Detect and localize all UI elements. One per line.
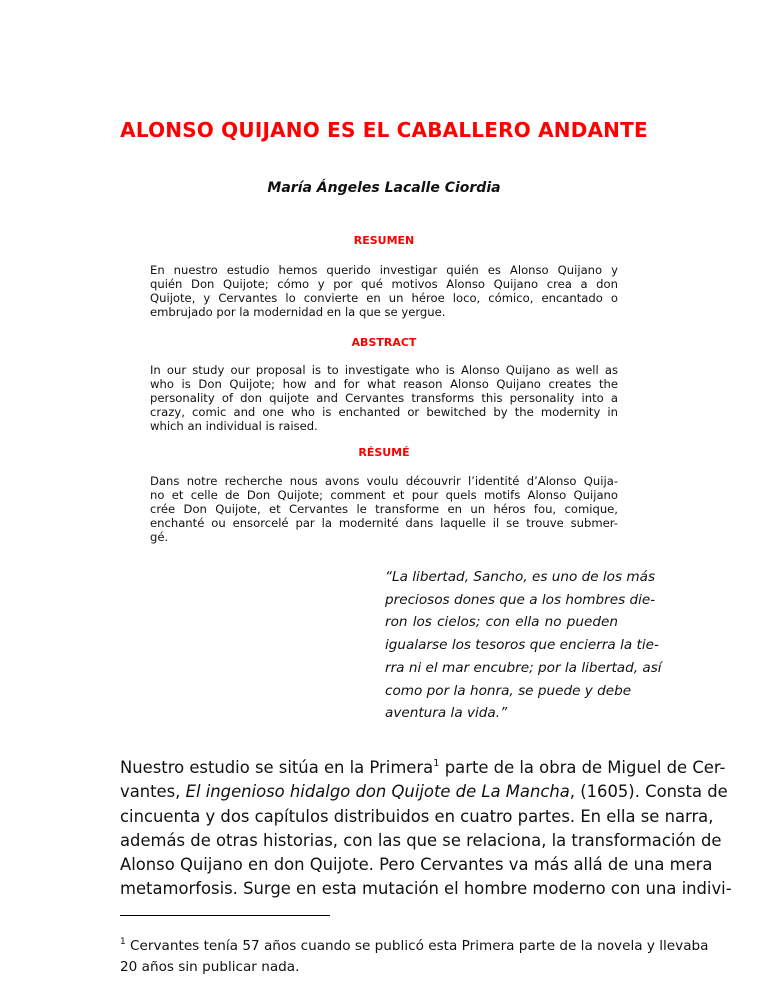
text-line: igualarse los tesoros que encierra la tie- (385, 637, 659, 654)
footnote-mark: 1 (120, 937, 126, 947)
text-line: ron los cielos; con ella no pueden (385, 614, 618, 631)
book-title: El ingenioso hidalgo don Quijote de La Mancha (185, 782, 570, 802)
text-line: crazy, comic and one who is enchanted or bewitched by the modernity in (150, 405, 618, 420)
text-line: Dans notre recherche nous avons voulu découvrir l’identité d’Alonso Quija- (150, 474, 618, 488)
text-line: “La libertad, Sancho, es uno de los más (385, 569, 656, 585)
text-segment: vantes, (120, 782, 186, 802)
footnote-separator (120, 915, 330, 916)
heading-resumen: RESUMEN (353, 234, 415, 247)
author-name: María Ángeles Lacalle Ciordia (267, 180, 501, 196)
text-segment: cincuenta y dos capítulos distribuidos en cuatro partes. En ella se narra, (120, 806, 714, 826)
text-line: preciosos dones que a los hombres die- (385, 591, 656, 608)
text-line: embrujado por la modernidad en la que se yergue. (150, 305, 446, 320)
text-segment: además de otras historias, con las que se relaciona, la transformación de (120, 830, 722, 850)
footnote-line: Cervantes tenía 57 años cuando se publicó esta Primera parte de la novela y llevaba (125, 938, 709, 954)
text-line: como por la honra, se puede y debe (385, 682, 632, 699)
body-line (120, 853, 713, 877)
text-segment: parte de la obra de Miguel de Cer- (439, 758, 726, 777)
text-line: enchanté ou ensorcelé par la modernité dans laquelle il se trouve submer- (150, 516, 618, 531)
text-segment: Alonso Quijano en don Quijote. Pero Cervantes va más allá de una mera (120, 855, 713, 875)
document-title: ALONSO QUIJANO ES EL CABALLERO ANDANTE (120, 118, 648, 142)
text-line: gé. (150, 530, 169, 545)
text-line: Quijote, y Cervantes lo convierte en un héroe loco, cómico, encantado o (150, 291, 618, 306)
body-line (120, 780, 728, 804)
body-line (120, 829, 722, 853)
heading-resume: RÉSUMÉ (358, 446, 410, 459)
text-line: no et celle de Don Quijote; comment et pour quels motifs Alonso Quijano (150, 488, 618, 503)
text-line: In our study our proposal is to investigate who is Alonso Quijano as well as (150, 363, 618, 377)
text-line: rra ni el mar encubre; por la libertad, así (385, 659, 662, 676)
body-line (120, 805, 714, 829)
footnote (120, 936, 709, 978)
body-line (120, 877, 732, 901)
text-line: aventura la vida.” (385, 705, 508, 722)
text-line: crée Don Quijote, et Cervantes le transforme en un héros fou, comique, (150, 502, 618, 517)
body-paragraph (120, 756, 732, 902)
text-line: En nuestro estudio hemos querido investigar quién es Alonso Quijano y (150, 263, 618, 277)
text-segment: metamorfosis. Surge en esta mutación el hombre moderno con una indivi- (120, 879, 732, 899)
text-line: which an individual is raised. (150, 419, 318, 434)
text-line: who is Don Quijote; how and for what reason Alonso Quijano creates the (150, 377, 618, 392)
text-segment: Nuestro estudio se sitúa en la Primera (120, 758, 434, 777)
footnote-reference[interactable]: 1 (433, 758, 440, 769)
text-line: personality of don quijote and Cervantes transforms this personality into a (150, 391, 618, 406)
heading-abstract: ABSTRACT (351, 336, 417, 349)
resumen-text (150, 263, 618, 319)
abstract-text (150, 363, 618, 433)
text-line: quién Don Quijote; cómo y por qué motivos Alonso Quijano crea a don (150, 277, 618, 292)
text-segment: , (1605). Consta de (569, 782, 728, 802)
epigraph-quote (385, 566, 662, 725)
body-line (120, 756, 726, 780)
footnote-line: 20 años sin publicar nada. (120, 959, 300, 975)
resume-text (150, 474, 618, 544)
